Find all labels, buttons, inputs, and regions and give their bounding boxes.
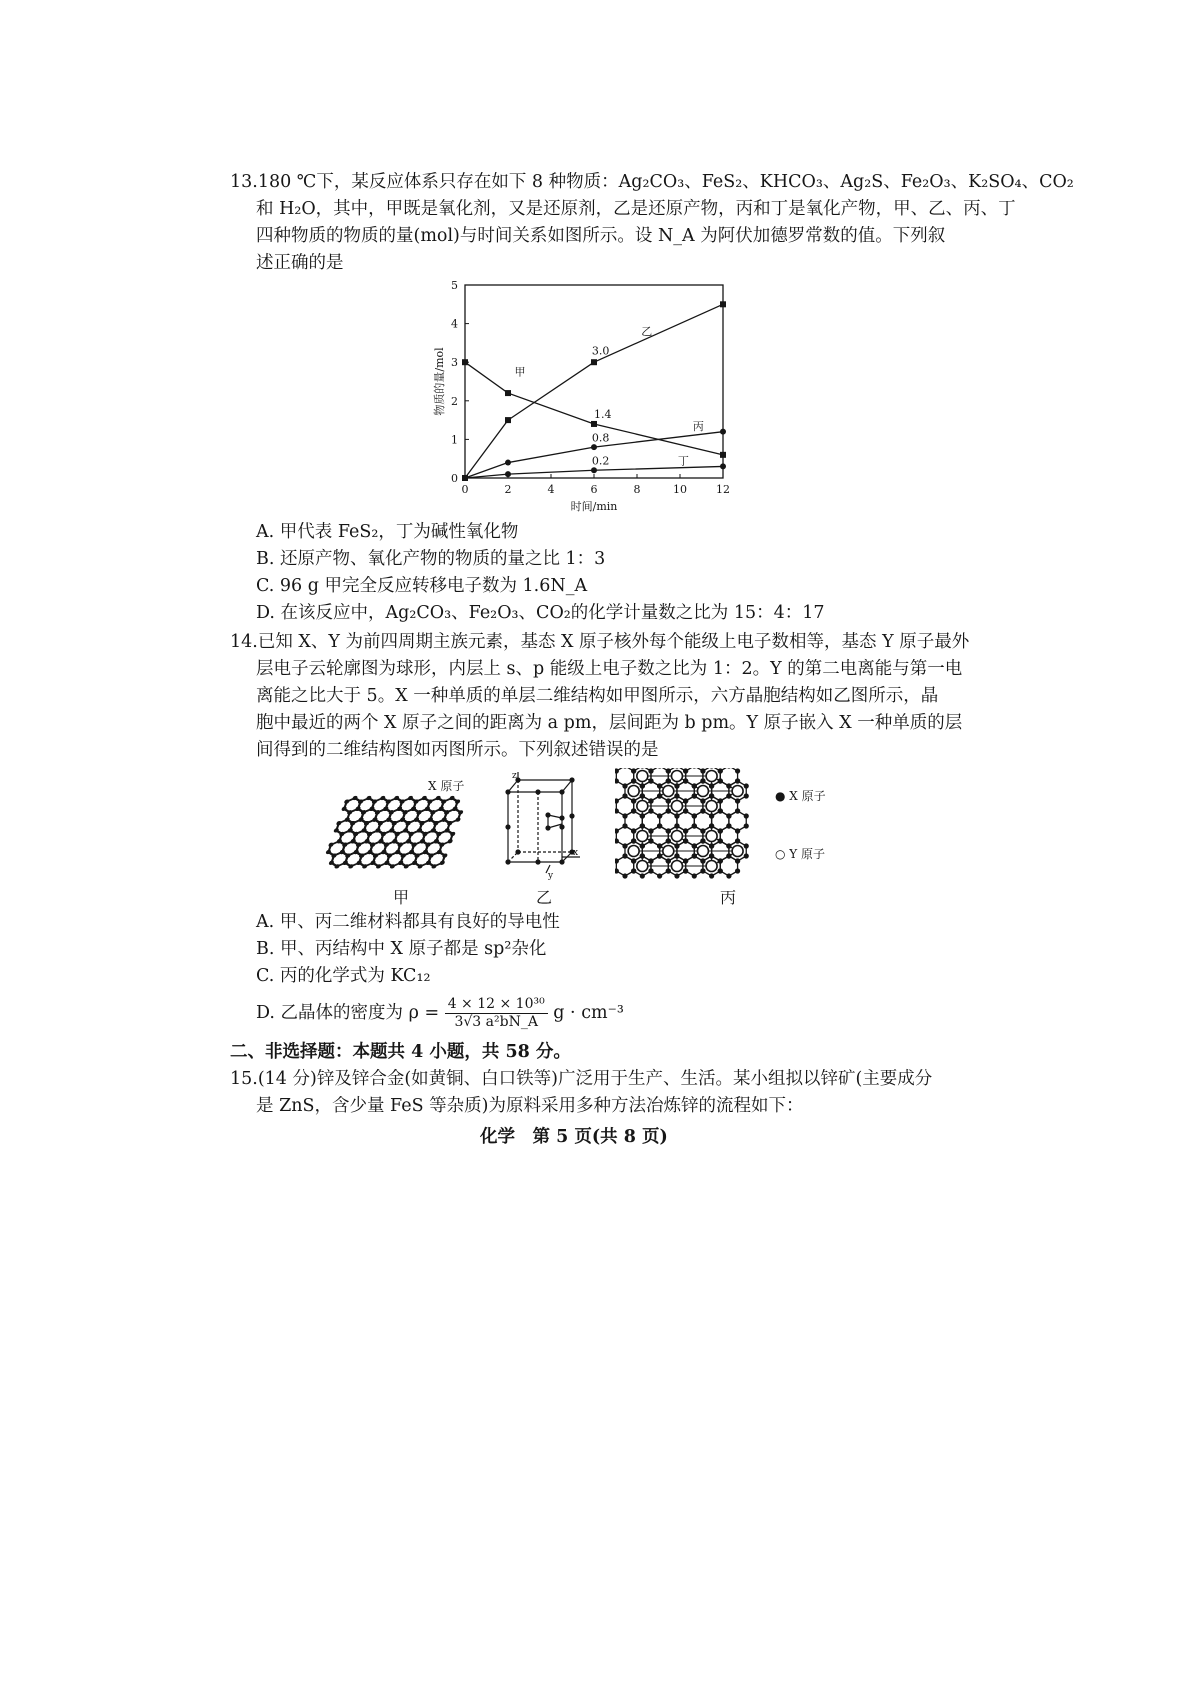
data-annotation: 0.2: [591, 454, 610, 468]
x-atom: [735, 868, 740, 873]
x-atom: [735, 858, 740, 863]
x-tick-label: 0: [461, 483, 469, 496]
hexagonal-unit-cell-figure: [500, 770, 595, 885]
hexagon-ring: [651, 768, 668, 786]
x-atom: [631, 768, 636, 773]
x-tick-label: 2: [504, 483, 512, 496]
y-tick-label: 4: [451, 317, 458, 331]
x-atom: [726, 823, 731, 828]
x-tick-label: 10: [673, 483, 687, 496]
x-atom: [439, 861, 445, 865]
y-atom: [732, 846, 743, 857]
x-atom: [718, 828, 723, 833]
x-tick-label: 6: [590, 483, 598, 496]
x-tick-label: 4: [547, 483, 555, 496]
data-point: [505, 390, 511, 396]
q13-option-d: D. 在该反应中，Ag₂CO₃、Fe₂O₃、CO₂的化学计量数之比为 15：4：17: [256, 603, 825, 623]
data-point: [720, 463, 726, 469]
x-atom: [648, 868, 653, 873]
data-annotation: 3.0: [591, 344, 610, 358]
hexagon-ring: [616, 768, 633, 786]
x-atom: [726, 873, 731, 878]
y-atom: [637, 771, 648, 782]
x-atom: [744, 823, 749, 828]
data-point: [720, 429, 726, 435]
q14-line-3: 离能之比大于 5。X 一种单质的单层二维结构如甲图所示，六方晶胞结构如乙图所示，晶: [256, 686, 939, 706]
q14-option-a: A. 甲、丙二维材料都具有良好的导电性: [256, 912, 560, 932]
x-atom: [622, 843, 627, 848]
y-atom: [671, 771, 682, 782]
q15-line-2: 是 ZnS，含少量 FeS 等杂质)为原料采用多种方法冶炼锌的流程如下：: [256, 1096, 804, 1116]
density-unit: g · cm⁻³: [553, 1003, 624, 1023]
x-atom: [744, 853, 749, 858]
x-atom: [700, 828, 705, 833]
page-footer: 化学 第 5 页(共 8 页): [480, 1127, 668, 1147]
y-atom-legend: ○ Y 原子: [775, 847, 826, 861]
data-point: [462, 359, 468, 365]
x-atom: [666, 798, 671, 803]
x-atom: [735, 838, 740, 843]
x-atom: [683, 808, 688, 813]
x-atom: [631, 808, 636, 813]
data-point: [591, 359, 597, 365]
x-atom: [744, 813, 749, 818]
hexagon-ring: [720, 768, 737, 786]
x-atom: [674, 768, 679, 769]
x-tick-label: 12: [716, 483, 730, 496]
q13-line-1: 13.180 ℃下，某反应体系只存在如下 8 种物质：Ag₂CO₃、FeS₂、KHCO₃、Ag₂S、Fe₂O₃、K₂SO₄、CO₂: [230, 172, 1074, 192]
density-denominator: 3√3 a²bN_A: [454, 1014, 538, 1030]
x-atom: [692, 768, 697, 769]
hexagon-ring: [686, 768, 703, 786]
fig-yi-label: 乙: [536, 888, 553, 907]
y-atom: [706, 801, 717, 812]
x-atom: [666, 868, 671, 873]
axis-z-label: z: [512, 771, 517, 781]
y-atom: [671, 861, 682, 872]
data-annotation: 1.4: [594, 408, 612, 422]
x-atom: [640, 873, 645, 878]
x-atom: [709, 873, 714, 878]
q14-option-c: C. 丙的化学式为 KC₁₂: [256, 966, 431, 986]
x-atom: [683, 868, 688, 873]
density-fraction: [445, 996, 548, 1031]
section-2-heading: 二、非选择题：本题共 4 小题，共 58 分。: [230, 1042, 571, 1062]
x-atom: [344, 799, 350, 803]
y-atom: [671, 801, 682, 812]
y-tick-label: 0: [451, 472, 458, 485]
data-point: [720, 301, 726, 307]
x-atom: [718, 768, 723, 773]
q13-line-3: 四种物质的物质的量(mol)与时间关系如图所示。设 N_A 为阿伏加德罗常数的值。下列叙: [256, 226, 946, 246]
y-atom: [706, 831, 717, 842]
graphene-layer-figure: [325, 790, 485, 885]
q14-line-5: 间得到的二维结构图如丙图所示。下列叙述错误的是: [256, 740, 659, 760]
x-atom: [631, 778, 636, 783]
x-atom: [622, 873, 627, 878]
y-atom: [663, 786, 674, 797]
x-atom: [700, 798, 705, 803]
x-atom: [622, 853, 627, 858]
x-atom: [735, 808, 740, 813]
q13-option-b: B. 还原产物、氧化产物的物质的量之比 1：3: [256, 549, 606, 569]
y-atom: [706, 861, 717, 872]
y-atom: [697, 846, 708, 857]
amount-time-chart: [420, 275, 760, 515]
x-tick-label: 8: [633, 483, 641, 496]
x-atom: [648, 768, 653, 773]
density-numerator: 4 × 12 × 10³⁰: [445, 996, 548, 1014]
q14-option-d: [256, 993, 624, 1033]
x-atom: [622, 783, 627, 788]
fig-jia-label: 甲: [393, 888, 410, 907]
data-point: [462, 475, 468, 481]
x-atom: [674, 873, 679, 878]
x-atom: [735, 798, 740, 803]
x-atom-label-jia: X 原子: [428, 779, 465, 793]
x-atom: [700, 858, 705, 863]
x-atom: [657, 813, 662, 818]
q15-line-1: 15.(14 分)锌及锌合金(如黄铜、白口铁等)广泛用于生产、生活。某小组拟以锌矿(主要成分: [230, 1069, 933, 1089]
x-atom: [336, 821, 342, 825]
x-atom: [700, 868, 705, 873]
x-atom: [622, 768, 627, 769]
series-label: 丁: [677, 454, 689, 468]
data-point: [505, 471, 511, 477]
y-tick-label: 3: [451, 356, 458, 370]
x-atom: [328, 843, 334, 847]
x-atom: [447, 839, 453, 843]
hexagon-ring: [616, 856, 633, 876]
x-atom: [657, 873, 662, 878]
y-tick-label: 1: [451, 433, 458, 447]
x-atom: [683, 828, 688, 833]
x-atom: [700, 808, 705, 813]
x-atom: [622, 793, 627, 798]
y-atom: [706, 771, 717, 782]
x-atom: [666, 768, 671, 773]
series-label: 丙: [692, 419, 704, 433]
x-atom: [622, 813, 627, 818]
series-label: 甲: [514, 365, 526, 379]
y-atom: [637, 801, 648, 812]
y-atom: [628, 786, 639, 797]
q14-option-b: B. 甲、丙结构中 X 原子都是 sp²杂化: [256, 939, 547, 959]
data-annotation: 0.8: [591, 431, 610, 445]
x-atom: [735, 778, 740, 783]
y-atom: [697, 786, 708, 797]
data-point: [591, 467, 597, 473]
x-atom: [666, 778, 671, 783]
series-label: 乙: [641, 325, 653, 339]
x-atom: [700, 838, 705, 843]
x-atom: [683, 768, 688, 773]
data-point: [505, 460, 511, 466]
y-tick-label: 5: [451, 279, 458, 292]
x-atom: [657, 768, 662, 769]
x-atom: [692, 873, 697, 878]
x-atom: [648, 808, 653, 813]
axis-y-label: y: [548, 871, 554, 881]
intercalation-structure-figure: [615, 768, 765, 883]
x-atom: [735, 768, 740, 773]
x-atom: [666, 858, 671, 863]
y-axis-label: 物质的量/mol: [433, 347, 446, 416]
x-atom: [718, 808, 723, 813]
y-atom: [663, 846, 674, 857]
q14-option-d-prefix: D. 乙晶体的密度为 ρ =: [256, 1003, 440, 1023]
data-point: [720, 452, 726, 458]
series-line: [465, 304, 723, 478]
x-atom: [631, 838, 636, 843]
x-atom: [666, 808, 671, 813]
x-atom: [718, 868, 723, 873]
q13-option-a: A. 甲代表 FeS₂，丁为碱性氧化物: [256, 522, 519, 542]
q14-line-1: 14.已知 X、Y 为前四周期主族元素，基态 X 原子核外每个能级上电子数相等，基态 Y 原子最外: [230, 632, 970, 652]
q13-option-c: C. 96 g 甲完全反应转移电子数为 1.6N_A: [256, 576, 588, 596]
y-atom: [628, 846, 639, 857]
x-atom: [744, 793, 749, 798]
fig-bing-label: 丙: [720, 888, 737, 907]
x-atom: [657, 823, 662, 828]
q14-line-2: 层电子云轮廓图为球形，内层上 s、p 能级上电子数之比为 1：2。Y 的第二电离能与第一电: [256, 659, 963, 679]
data-point: [505, 417, 511, 423]
x-atom: [631, 798, 636, 803]
x-atom: [744, 843, 749, 848]
x-atom: [640, 768, 645, 769]
data-point: [591, 444, 597, 450]
x-atom-legend: ● X 原子: [775, 789, 826, 803]
x-atom: [622, 823, 627, 828]
q13-line-4: 述正确的是: [256, 253, 344, 273]
x-atom: [744, 783, 749, 788]
x-axis-label: 时间/min: [570, 500, 618, 513]
data-point: [591, 421, 597, 427]
x-atom: [709, 768, 714, 769]
x-atom: [455, 817, 461, 821]
axis-x-label: x: [573, 848, 579, 858]
x-atom: [631, 828, 636, 833]
x-atom: [666, 828, 671, 833]
x-atom: [726, 813, 731, 818]
q14-line-4: 胞中最近的两个 X 原子之间的距离为 a pm，层间距为 b pm。Y 原子嵌入 X 一种单质的层: [256, 713, 963, 733]
x-atom: [666, 838, 671, 843]
x-atom: [648, 828, 653, 833]
x-atom: [735, 828, 740, 833]
x-atom: [726, 768, 731, 769]
y-atom: [671, 831, 682, 842]
x-atom: [692, 823, 697, 828]
y-tick-label: 2: [451, 394, 458, 408]
y-atom: [637, 861, 648, 872]
q13-line-2: 和 H₂O，其中，甲既是氧化剂，又是还原剂，乙是还原产物，丙和丁是氧化产物，甲、乙、丙、丁: [256, 199, 1016, 219]
x-atom: [700, 768, 705, 773]
x-atom: [692, 813, 697, 818]
x-atom: [631, 858, 636, 863]
x-atom: [700, 778, 705, 783]
x-atom: [631, 868, 636, 873]
y-atom: [637, 831, 648, 842]
y-atom: [732, 786, 743, 797]
